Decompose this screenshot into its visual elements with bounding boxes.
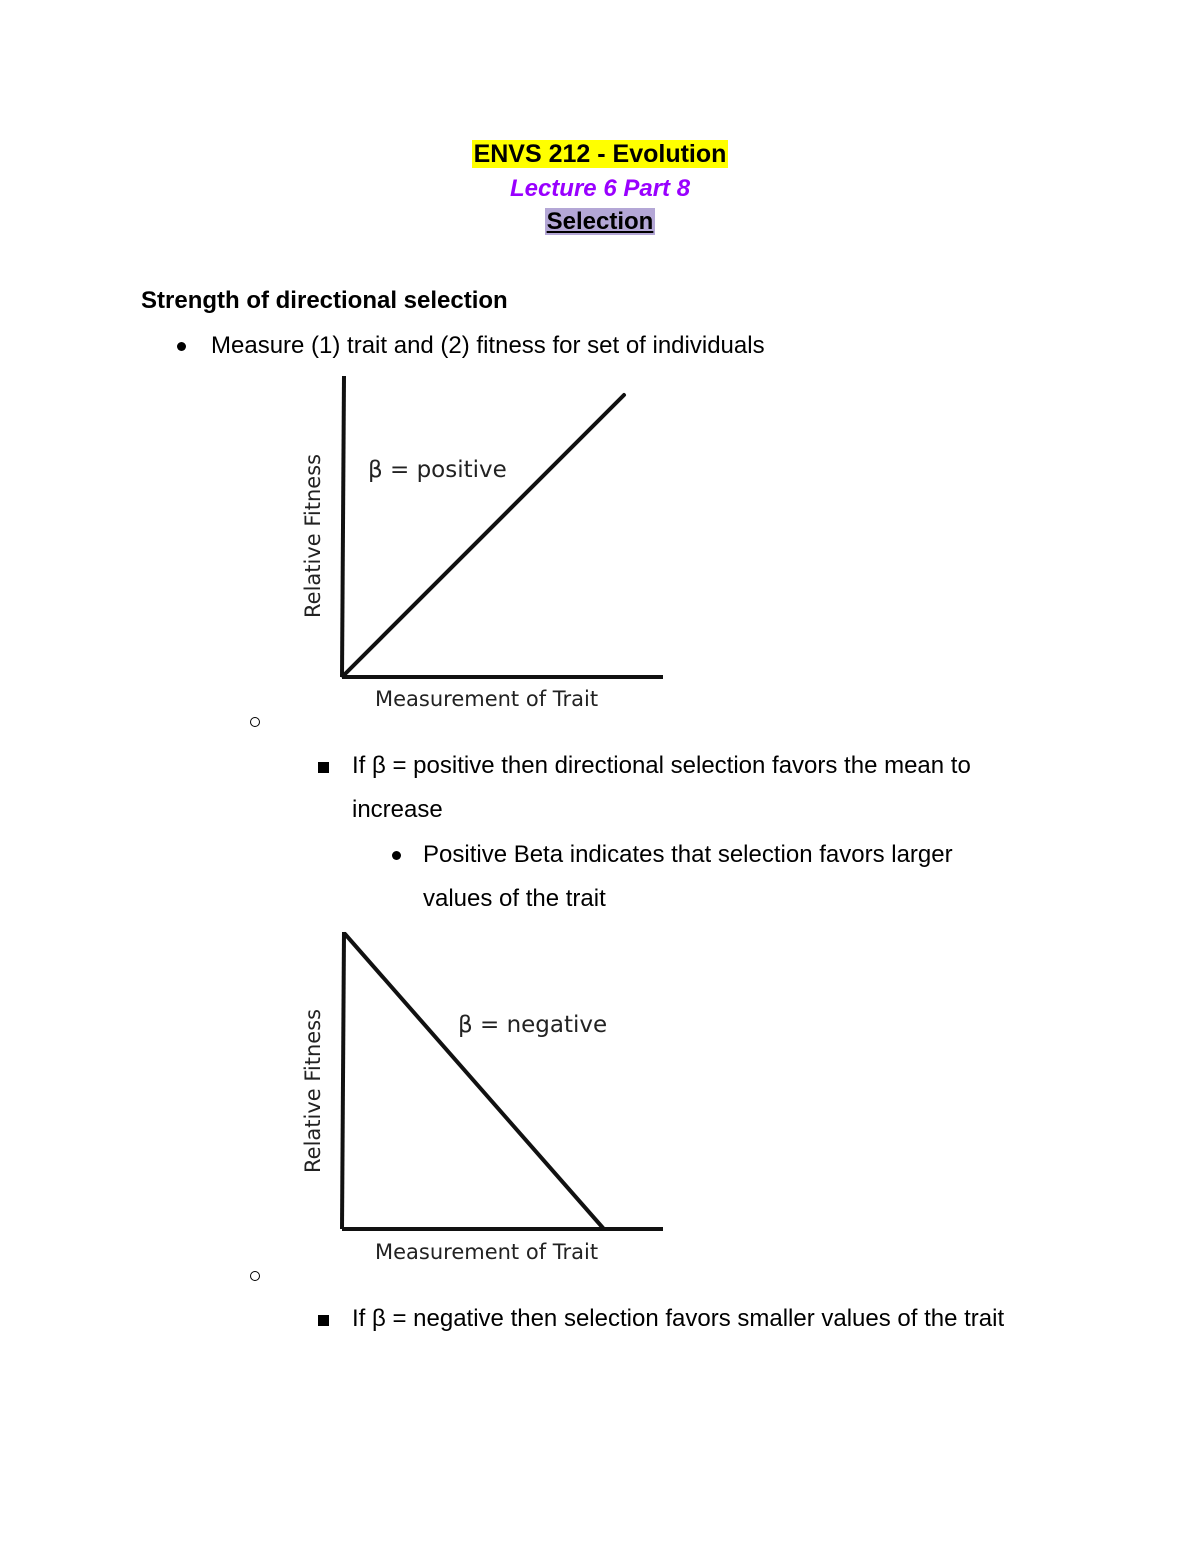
y-axis bbox=[342, 932, 344, 1229]
y-axis bbox=[342, 376, 344, 677]
trend-line-positive bbox=[343, 395, 624, 676]
positive-line-1: If β = positive then directional selection favors the mean to bbox=[352, 752, 971, 779]
course-title bbox=[0, 140, 1200, 169]
positive-line-2: increase bbox=[352, 796, 443, 823]
lecture-title bbox=[0, 175, 1200, 203]
lecture-title-text: Lecture 6 Part 8 bbox=[509, 175, 691, 202]
bullet-disc-icon bbox=[392, 851, 401, 860]
topic-title-text: Selection bbox=[546, 208, 654, 235]
trend-line-negative bbox=[345, 934, 603, 1228]
y-axis-label: Relative Fitness bbox=[301, 453, 325, 618]
bullet-square-icon bbox=[318, 762, 329, 773]
bullet-circle-icon bbox=[250, 1271, 260, 1281]
negative-explanation: If β = negative then selection favors smaller values of the trait bbox=[352, 1305, 1005, 1332]
bullet-circle-icon bbox=[250, 717, 260, 727]
positive-explanation bbox=[352, 744, 971, 832]
bullet-measure: Measure (1) trait and (2) fitness for set of individuals bbox=[211, 332, 765, 359]
subpoint-line-2: values of the trait bbox=[423, 885, 606, 912]
chart-positive-beta bbox=[290, 370, 680, 715]
beta-annotation: β = negative bbox=[458, 1012, 608, 1038]
subpoint-line-1: Positive Beta indicates that selection favors larger bbox=[423, 841, 953, 868]
beta-annotation: β = positive bbox=[368, 457, 507, 483]
x-axis-label: Measurement of Trait bbox=[375, 1240, 599, 1264]
topic-title bbox=[0, 208, 1200, 236]
x-axis-label: Measurement of Trait bbox=[375, 687, 599, 711]
y-axis-label: Relative Fitness bbox=[301, 1008, 325, 1173]
bullet-disc-icon bbox=[177, 342, 186, 351]
positive-subpoint bbox=[423, 833, 953, 921]
section-heading: Strength of directional selection bbox=[141, 287, 508, 314]
chart-negative-beta bbox=[290, 922, 680, 1267]
course-title-text: ENVS 212 - Evolution bbox=[473, 140, 727, 168]
bullet-square-icon bbox=[318, 1315, 329, 1326]
